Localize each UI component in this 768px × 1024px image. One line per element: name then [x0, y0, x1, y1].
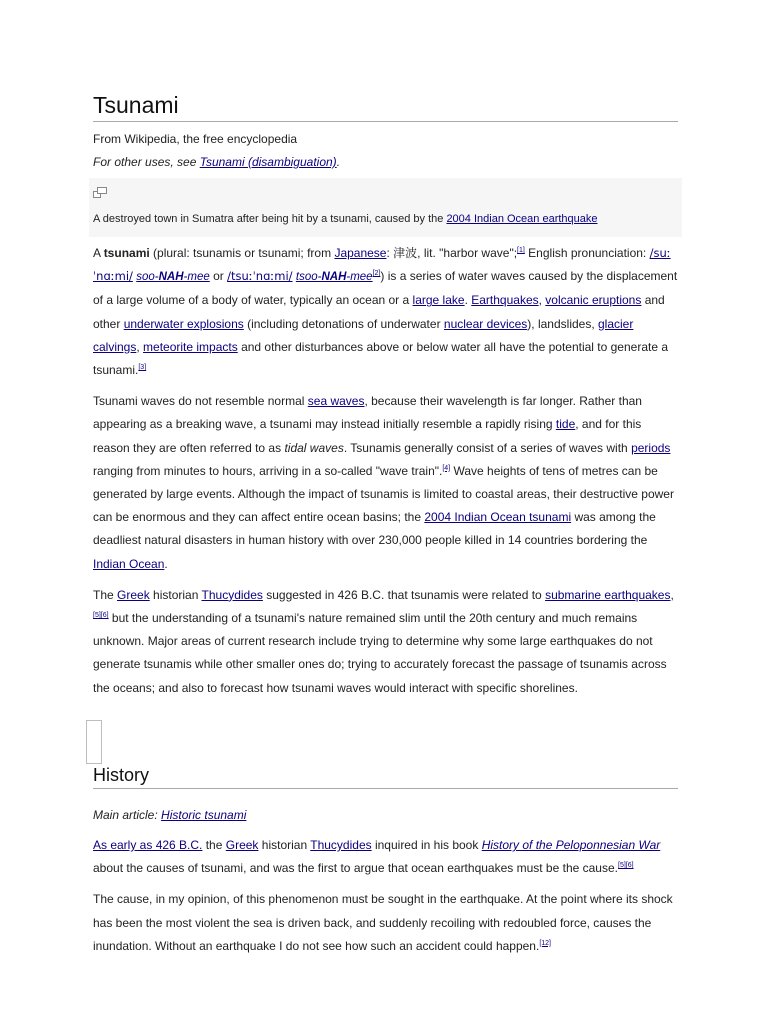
link-indian-ocean[interactable]: Indian Ocean: [93, 556, 165, 571]
text: ,: [538, 293, 546, 308]
link-periods[interactable]: periods: [631, 440, 671, 455]
text: ,: [136, 339, 144, 354]
history-paragraph-2: [93, 888, 678, 958]
text: soo-: [136, 271, 159, 284]
disambiguation-link[interactable]: Tsunami (disambiguation): [199, 155, 337, 169]
text: : 津波, lit. "harbor wave";: [386, 246, 518, 260]
text: or: [209, 269, 228, 284]
text: Tsunami waves do not resemble normal: [93, 394, 308, 409]
text: (including detonations of underwater: [243, 316, 444, 331]
intro-paragraph-1: [93, 242, 678, 382]
link-sea-waves[interactable]: sea waves: [307, 394, 365, 409]
text: The cause, in my opinion, of this phenomenon must be sought in the earthquake. At the point where its shock has been the most violent the sea is driven back, and suddenly recoiling with redoubled force, causes the inundation. Without an earthquake I do not see how such an accident could happen.: [93, 892, 673, 953]
italic-term: tidal waves: [284, 440, 344, 455]
thumbnail-caption: [93, 212, 678, 226]
ipa-2[interactable]: /tsuːˈnɑːmi/: [227, 269, 293, 284]
text: NAH: [321, 271, 347, 284]
text: Main article:: [93, 808, 162, 822]
link-tide[interactable]: tide: [555, 417, 576, 432]
text: was among the deadliest natural disasters in human history with over 230,000 people killed in 14 countries bordering the: [93, 510, 656, 548]
text: NAH: [158, 271, 184, 284]
text: ranging from minutes to hours, arriving in a so-called "wave train".: [93, 463, 443, 478]
text: and other: [93, 293, 665, 331]
text: inquired in his book: [371, 838, 482, 852]
hatnote-prefix: For other uses, see: [93, 155, 200, 169]
ref-1[interactable]: [1]: [517, 247, 525, 254]
text: and other disturbances above or below water all have the potential to generate a tsunami.: [93, 339, 669, 378]
text: about the causes of tsunami, and was the first to argue that ocean earthquakes must be the cause.: [93, 861, 618, 876]
caption-text: A destroyed town in Sumatra after being hit by a tsunami, caused by the: [93, 213, 447, 225]
article-content: [93, 90, 678, 700]
link-peloponnesian-war[interactable]: History of the Peloponnesian War: [481, 838, 661, 852]
text: .: [164, 556, 168, 571]
site-subtitle: From Wikipedia, the free encyclopedia: [93, 132, 298, 146]
text: A: [93, 246, 104, 260]
text: historian: [258, 838, 311, 852]
link-nuclear[interactable]: nuclear devices: [443, 316, 528, 331]
link-earthquakes[interactable]: Earthquakes: [471, 293, 539, 308]
ref-5-6[interactable]: [5][6]: [93, 612, 109, 620]
link-2004-tsunami[interactable]: 2004 Indian Ocean tsunami: [424, 510, 572, 525]
section-heading-history: History: [93, 763, 678, 789]
text: ,: [670, 587, 674, 602]
bold-term: tsunami: [103, 246, 150, 260]
intro-paragraph-3: [93, 584, 678, 700]
enlarge-icon[interactable]: [93, 186, 107, 198]
link-thucydides[interactable]: Thucydides: [201, 587, 263, 602]
link-greek-2[interactable]: Greek: [225, 838, 259, 852]
text: -mee: [183, 271, 210, 284]
link-lake[interactable]: large lake: [412, 293, 465, 308]
main-article-note: [93, 806, 246, 824]
text: the: [202, 838, 226, 852]
text: ), landslides,: [527, 316, 598, 331]
ref-5-6-history[interactable]: [5][6]: [618, 862, 634, 870]
hatnote: [93, 154, 678, 170]
hatnote-suffix: .: [336, 155, 341, 169]
text: tsoo-: [295, 271, 322, 284]
link-greek[interactable]: Greek: [117, 587, 150, 602]
caption-link[interactable]: 2004 Indian Ocean earthquake: [446, 213, 598, 225]
ipa-1[interactable]: /suːˈnɑːmi/: [93, 246, 671, 284]
text: Wave heights of tens of metres can be generated by large events. Although the impact of tsunamis is limited to coastal areas, their destructive power can be enormous and they can affect entire ocean basins; the: [93, 463, 674, 525]
text: .: [464, 293, 472, 308]
intro-paragraph-2: [93, 390, 678, 576]
ref-4[interactable]: [4]: [442, 464, 451, 472]
link-submarine-earthquakes[interactable]: submarine earthquakes: [545, 587, 671, 602]
link-japanese[interactable]: Japanese: [334, 246, 387, 260]
respelling-1[interactable]: [136, 271, 210, 283]
page-title: Tsunami: [93, 90, 678, 122]
ref-3[interactable]: [3]: [138, 364, 147, 372]
text: suggested in 426 B.C. that tsunamis were related to: [262, 587, 546, 602]
link-meteorite[interactable]: meteorite impacts: [143, 339, 238, 354]
link-underwater[interactable]: underwater explosions: [123, 316, 244, 331]
ref-12[interactable]: [12]: [539, 939, 552, 947]
history-section: [93, 834, 678, 958]
text: ) is a series of water waves caused by the displacement of a large volume of a body of water, typically an ocean or a: [93, 269, 678, 308]
link-historic-tsunami[interactable]: Historic tsunami: [161, 808, 247, 822]
collapsed-box[interactable]: [86, 720, 102, 764]
link-thucydides-2[interactable]: Thucydides: [310, 838, 372, 852]
ref-2[interactable]: [2]: [372, 270, 381, 278]
text: , and for this reason they are often referred to as: [93, 417, 642, 455]
image-thumbnail: [89, 178, 682, 237]
respelling-2[interactable]: [296, 271, 373, 283]
link-426-bc[interactable]: As early as 426 B.C.: [93, 838, 203, 852]
text: , because their wavelength is far longer. Rather than appearing as a breaking wave, a tsunami may instead initially resemble a rapidly rising: [93, 394, 642, 432]
text: The: [93, 587, 118, 602]
link-glacier[interactable]: glacier calvings: [93, 316, 634, 354]
link-volcanic[interactable]: volcanic eruptions: [545, 293, 642, 308]
history-paragraph-1: [93, 834, 678, 880]
text: -mee: [346, 271, 373, 284]
text: but the understanding of a tsunami's nature remained slim until the 20th century and much remains unknown. Major areas of current research include trying to determine why some large earthquakes do not generate tsunamis while other smaller ones do; trying to accurately forecast the passage of tsunamis across the oceans; and also to forecast how tsunami waves would interact with specific shorelines.: [93, 611, 667, 695]
text: . Tsunamis generally consist of a series of waves with: [343, 440, 632, 455]
text: (plural: tsunamis or tsunami; from: [149, 246, 335, 260]
text: historian: [149, 587, 202, 602]
text: English pronunciation:: [524, 246, 650, 260]
